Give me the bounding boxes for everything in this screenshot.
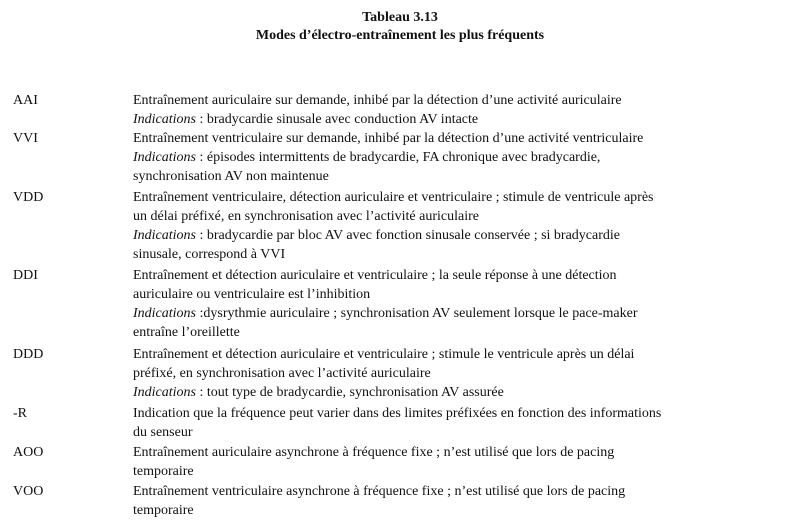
- indications-text: : bradycardie par bloc AV avec fonction sinusale conservée ; si bradycardie: [196, 228, 620, 243]
- indications-label: Indications: [133, 228, 196, 243]
- indications-label: Indications: [133, 306, 196, 321]
- mode-code: VDD: [13, 190, 44, 205]
- desc-line: Entraînement ventriculaire asynchrone à fréquence fixe ; n’est utilisé que lors de pacing: [133, 484, 626, 499]
- desc-line: du senseur: [133, 425, 193, 440]
- indications-line: [133, 304, 783, 323]
- indications-line: sinusale, correspond à VVI: [133, 247, 286, 262]
- desc-line: Entraînement et détection auriculaire et ventriculaire ; stimule le ventricule après un délai: [133, 347, 635, 362]
- mode-code: -R: [13, 406, 27, 421]
- mode-description: [133, 266, 783, 342]
- indications-line: [133, 226, 783, 245]
- desc-line: un délai préfixé, en synchronisation avec l’activité auriculaire: [133, 209, 479, 224]
- desc-line: temporaire: [133, 503, 194, 518]
- desc-line: Entraînement auriculaire asynchrone à fréquence fixe ; n’est utilisé que lors de pacing: [133, 445, 615, 460]
- indications-label: Indications: [133, 385, 196, 400]
- indications-text: : tout type de bradycardie, synchronisation AV assurée: [196, 385, 504, 400]
- indications-line: synchronisation AV non maintenue: [133, 169, 329, 184]
- indications-line: [133, 383, 783, 402]
- mode-code: VVI: [13, 131, 38, 146]
- mode-code: DDD: [13, 347, 44, 362]
- desc-line: Entraînement auriculaire sur demande, inhibé par la détection d’une activité auriculaire: [133, 93, 622, 108]
- desc-line: Entraînement et détection auriculaire et ventriculaire ; la seule réponse à une détection: [133, 268, 617, 283]
- mode-description: [133, 345, 783, 402]
- desc-line: Indication que la fréquence peut varier dans des limites préfixées en fonction des informations: [133, 406, 662, 421]
- mode-code: VOO: [13, 484, 44, 499]
- table-title: Tableau 3.13: [362, 10, 438, 25]
- mode-code: AOO: [13, 445, 44, 460]
- mode-description: [133, 482, 783, 520]
- mode-code: AAI: [13, 93, 38, 108]
- desc-line: préfixé, en synchronisation avec l’activité auriculaire: [133, 366, 431, 381]
- indications-text: : bradycardie sinusale avec conduction AV intacte: [196, 112, 479, 127]
- mode-description: [133, 188, 783, 264]
- indications-line: [133, 148, 783, 167]
- mode-code: DDI: [13, 268, 38, 283]
- mode-description: [133, 443, 783, 481]
- indications-line: entraîne l’oreillette: [133, 325, 240, 340]
- indications-text: : épisodes intermittents de bradycardie, FA chronique avec bradycardie,: [196, 150, 601, 165]
- indications-label: Indications: [133, 150, 196, 165]
- desc-line: auriculaire ou ventriculaire est l’inhibition: [133, 287, 371, 302]
- mode-description: [133, 404, 783, 442]
- desc-line: Entraînement ventriculaire, détection auriculaire et ventriculaire ; stimule de ventricule après: [133, 190, 654, 205]
- indications-text: :dysrythmie auriculaire ; synchronisation AV seulement lorsque le pace-maker: [196, 306, 638, 321]
- table-subtitle: Modes d’électro-entraînement les plus fréquents: [255, 28, 545, 43]
- indications-line: [133, 110, 783, 129]
- desc-line: Entraînement ventriculaire sur demande, inhibé par la détection d’une activité ventriculaire: [133, 131, 644, 146]
- mode-description: [133, 129, 783, 186]
- mode-description: [133, 91, 783, 129]
- indications-label: Indications: [133, 112, 196, 127]
- desc-line: temporaire: [133, 464, 194, 479]
